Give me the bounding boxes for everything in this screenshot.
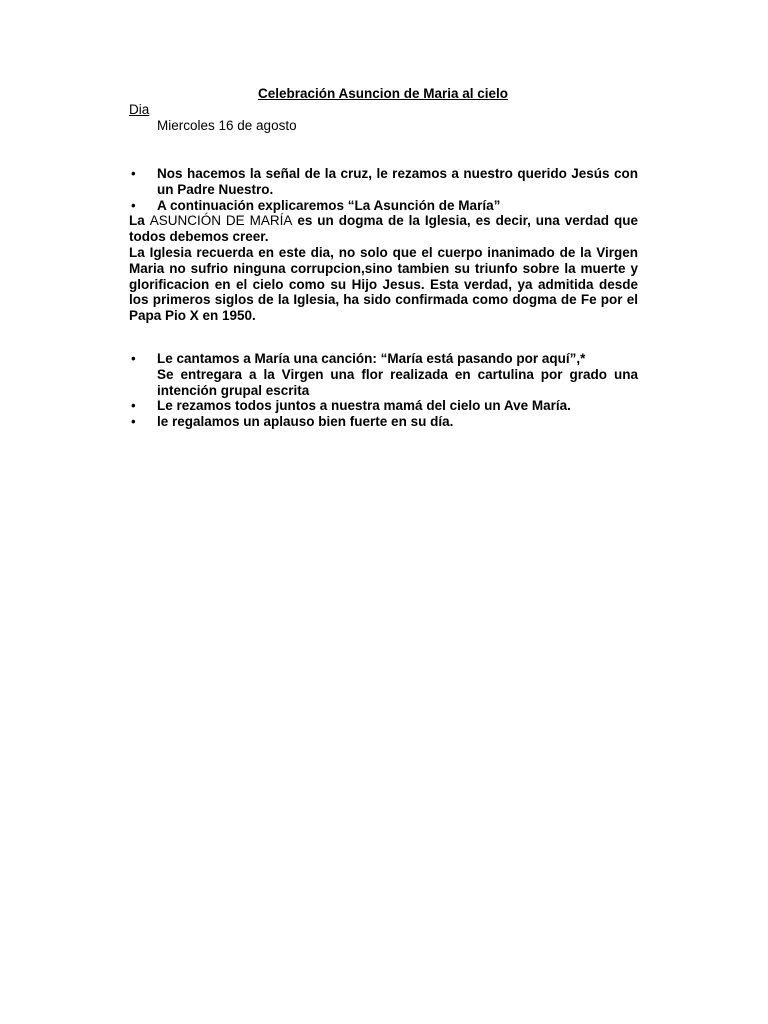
paragraph: La Iglesia recuerda en este dia, no solo que el cuerpo inanimado de la Virgen Maria no sufrio ninguna corrupcion,sino tambien su triunfo sobre la muerte y glorificacion en el cielo como su Hijo Jesus. Esta verdad, ya admitida desde los primeros siglos de la Iglesia, ha sido confirmada como dogma de Fe por el Papa Pio X en 1950. <box>129 244 638 324</box>
event-date: Miercoles 16 de agosto <box>157 118 297 133</box>
list-item <box>129 198 638 214</box>
list-item-text: Le rezamos todos juntos a nuestra mamá del cielo un Ave María. <box>157 398 571 414</box>
document-title: Celebración Asuncion de Maria al cielo <box>257 86 509 101</box>
list-item-text: Le cantamos a María una canción: “María está pasando por aquí”,* <box>157 351 586 366</box>
paragraph-text-prefix: La <box>129 213 150 229</box>
bullet-icon: • <box>131 398 136 414</box>
list-item-continuation: Se entregara a la Virgen una flor realizada en cartulina por grado una intención grupal escrita <box>157 366 638 398</box>
section-one <box>129 166 638 324</box>
list-item <box>129 166 638 198</box>
list-item-text: A continuación explicaremos “La Asunción de María” <box>157 197 501 213</box>
bullet-icon: • <box>131 414 136 430</box>
list-item-text: le regalamos un aplauso bien fuerte en su día. <box>157 414 454 430</box>
list-item <box>129 398 638 414</box>
section-two <box>129 351 638 430</box>
list-item <box>129 414 638 430</box>
bullet-icon: • <box>131 197 136 213</box>
paragraph <box>129 213 638 245</box>
list-item-text: Nos hacemos la señal de la cruz, le rezamos a nuestro querido Jesús con un Padre Nuestro. <box>157 166 638 197</box>
day-label: Dia <box>129 102 150 117</box>
bullet-icon: • <box>131 351 136 366</box>
paragraph-text-rest: es un dogma de la Iglesia, es decir, una verdad que todos debemos creer. <box>129 213 638 245</box>
bullet-icon: • <box>131 166 136 181</box>
paragraph-highlight: ASUNCIÓN DE MARÍA <box>149 213 293 229</box>
list-item <box>129 351 638 367</box>
